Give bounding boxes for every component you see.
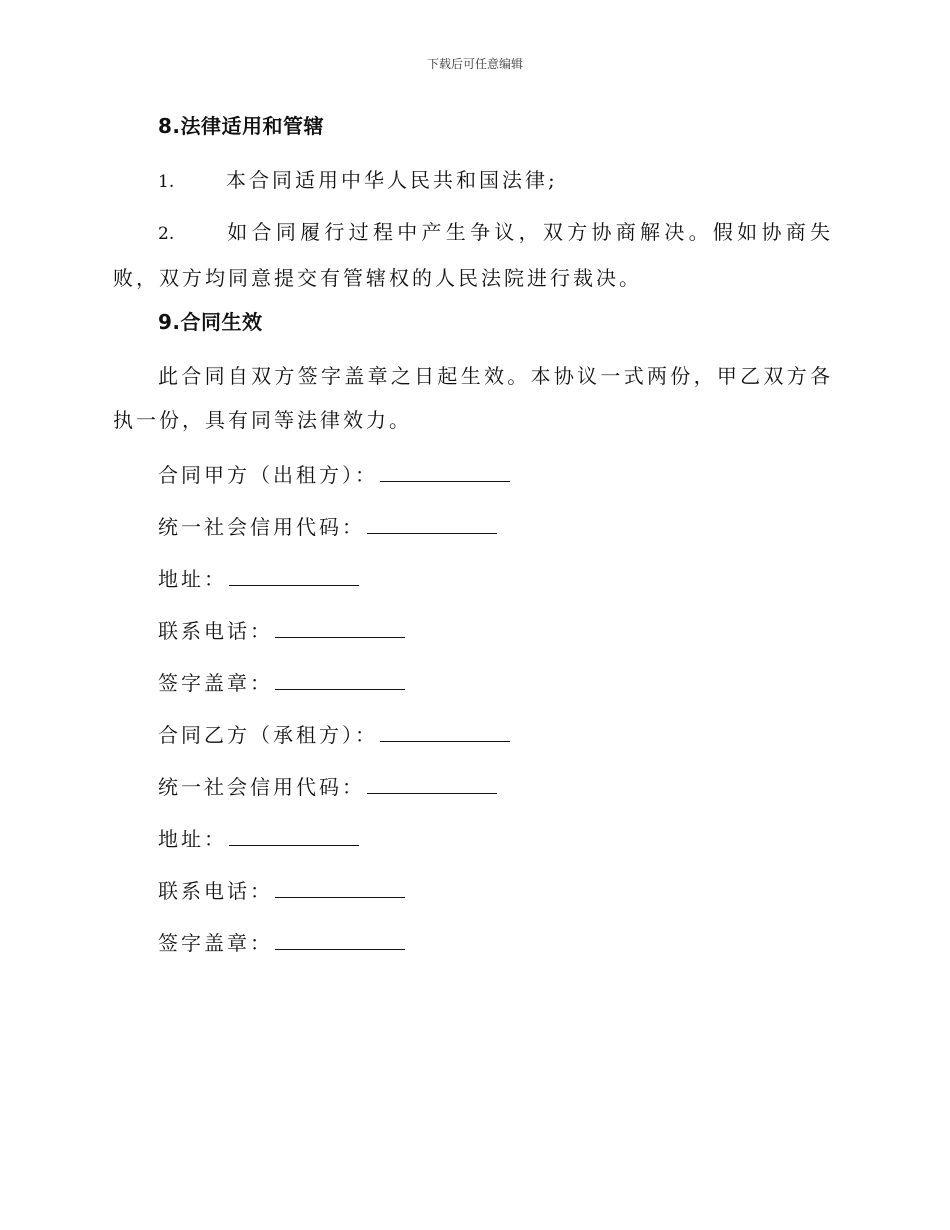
document-body [113, 110, 833, 980]
section-heading-8: 8.法律适用和管辖 [158, 114, 325, 138]
party-a-phone-label: 联系电话： [158, 619, 273, 643]
clause-text: 本合同适用中华人民共和国法律; [226, 168, 558, 192]
clause-8-1 [113, 158, 833, 204]
party-a-seal-label: 签字盖章： [158, 671, 273, 695]
clause-number: 1. [158, 172, 175, 192]
party-b-credit-code-blank[interactable] [367, 773, 497, 794]
party-b-phone-blank[interactable] [275, 877, 405, 898]
party-b-credit-code-line [158, 772, 833, 802]
party-a-seal-blank[interactable] [275, 669, 405, 690]
party-b-phone-label: 联系电话： [158, 879, 273, 903]
party-b-title-line [158, 720, 833, 750]
party-b-title-blank[interactable] [380, 721, 510, 742]
party-a-title-line [158, 460, 833, 490]
effectiveness-paragraph: 此合同自双方签字盖章之日起生效。本协议一式两份，甲乙双方各执一份，具有同等法律效力。 [113, 364, 833, 432]
party-b-seal-line [158, 928, 833, 958]
party-a-phone-line [158, 616, 833, 646]
party-a-address-label: 地址： [158, 567, 227, 591]
party-b-seal-blank[interactable] [275, 929, 405, 950]
page-header-note: 下载后可任意编辑 [426, 57, 523, 71]
party-a-seal-line [158, 668, 833, 698]
clause-number: 2. [158, 224, 175, 244]
party-b-address-label: 地址： [158, 827, 227, 851]
party-b-phone-line [158, 876, 833, 906]
party-a-credit-code-line [158, 512, 833, 542]
clause-8-2 [113, 210, 833, 300]
party-a-title: 合同甲方（出租方）： [158, 463, 378, 487]
party-a-address-line [158, 564, 833, 594]
party-a-credit-code-blank[interactable] [367, 513, 497, 534]
party-a-address-blank[interactable] [229, 565, 359, 586]
party-a-credit-code-label: 统一社会信用代码： [158, 515, 365, 539]
section-heading-9: 9.合同生效 [158, 310, 263, 334]
party-b-address-blank[interactable] [229, 825, 359, 846]
party-a-title-blank[interactable] [380, 461, 510, 482]
party-a-phone-blank[interactable] [275, 617, 405, 638]
clause-text: 如合同履行过程中产生争议，双方协商解决。假如协商失败，双方均同意提交有管辖权的人民法院进行裁决。 [113, 220, 833, 290]
party-b-seal-label: 签字盖章： [158, 931, 273, 955]
party-b-address-line [158, 824, 833, 854]
party-b-title: 合同乙方（承租方）： [158, 723, 378, 747]
party-b-credit-code-label: 统一社会信用代码： [158, 775, 365, 799]
